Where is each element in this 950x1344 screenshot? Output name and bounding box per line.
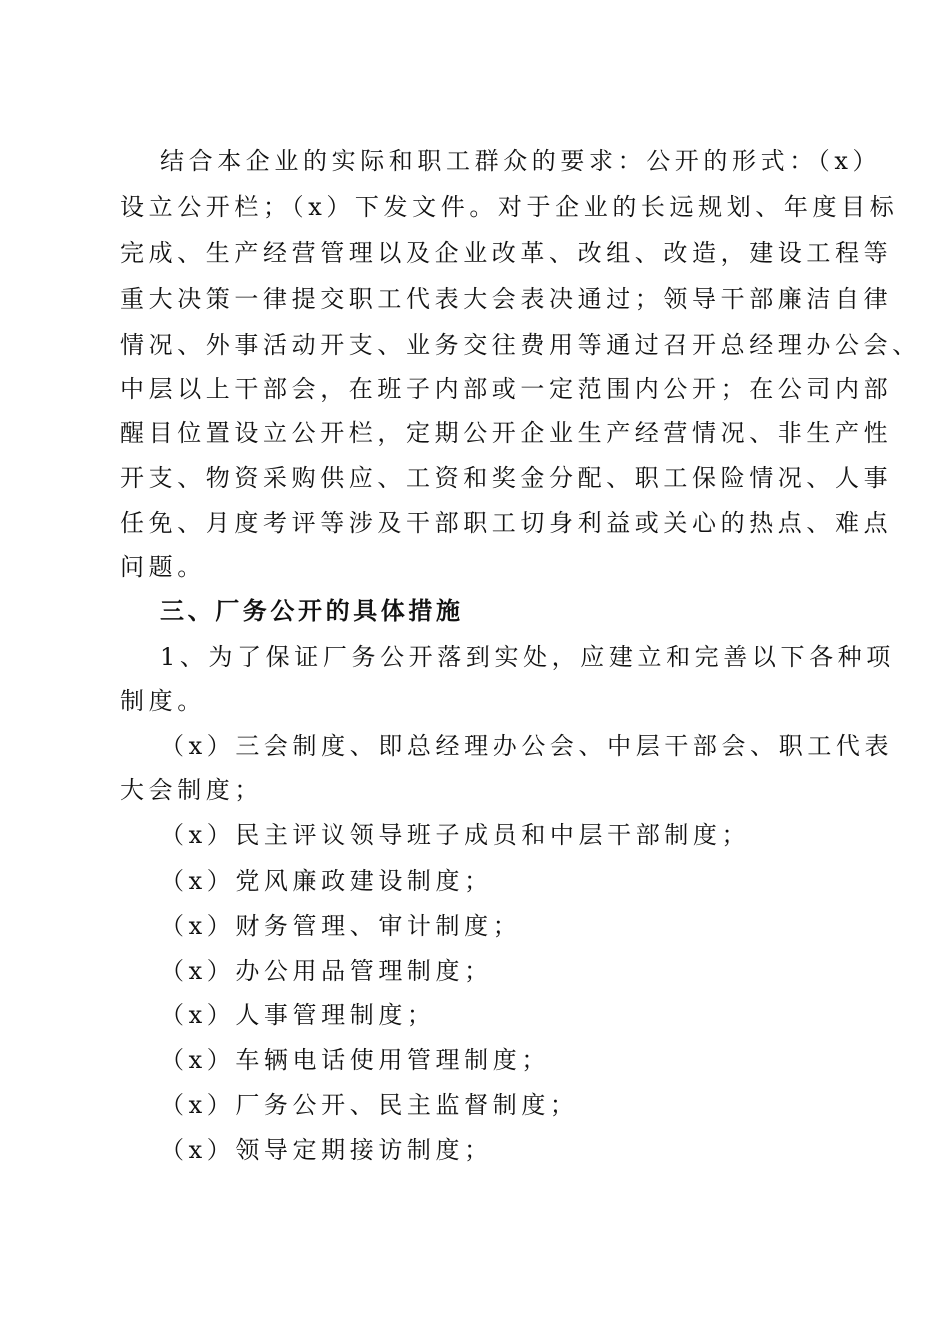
item-line: 制度。 — [120, 687, 206, 715]
paragraph-line: 重大决策一律提交职工代表大会表决通过；领导干部廉洁自律 — [120, 285, 893, 313]
system-item: （x）财务管理、审计制度； — [160, 912, 522, 940]
paragraph-line: 中层以上干部会，在班子内部或一定范围内公开；在公司内部 — [120, 375, 893, 403]
system-item: （x）厂务公开、民主监督制度； — [160, 1091, 579, 1119]
system-line: 大会制度； — [120, 776, 263, 804]
system-item: （x）车辆电话使用管理制度； — [160, 1046, 550, 1074]
paragraph-line: 情况、外事活动开支、业务交往费用等通过召开总经理办公会、 — [120, 331, 921, 359]
paragraph-line: 醒目位置设立公开栏，定期公开企业生产经营情况、非生产性 — [120, 419, 893, 447]
paragraph-line: 开支、物资采购供应、工资和奖金分配、职工保险情况、人事 — [120, 464, 893, 492]
paragraph-line: 问题。 — [120, 553, 206, 581]
paragraph-line: 任免、月度考评等涉及干部职工切身利益或关心的热点、难点 — [120, 509, 893, 537]
system-item: （x）民主评议领导班子成员和中层干部制度； — [160, 821, 751, 849]
system-item: （x）党风廉政建设制度； — [160, 867, 493, 895]
paragraph-line: 完成、生产经营管理以及企业改革、改组、改造，建设工程等 — [120, 239, 893, 267]
system-item: （x）办公用品管理制度； — [160, 957, 493, 985]
system-line: （x）三会制度、即总经理办公会、中层干部会、职工代表 — [160, 732, 894, 760]
system-item: （x）领导定期接访制度； — [160, 1136, 493, 1164]
paragraph-line: 结合本企业的实际和职工群众的要求：公开的形式：（x） — [160, 147, 882, 175]
system-item: （x）人事管理制度； — [160, 1001, 436, 1029]
paragraph-line: 设立公开栏；（x）下发文件。对于企业的长远规划、年度目标 — [120, 193, 899, 221]
section-heading: 三、厂务公开的具体措施 — [160, 597, 464, 625]
item-line: 1、为了保证厂务公开落到实处，应建立和完善以下各种项 — [160, 643, 895, 671]
